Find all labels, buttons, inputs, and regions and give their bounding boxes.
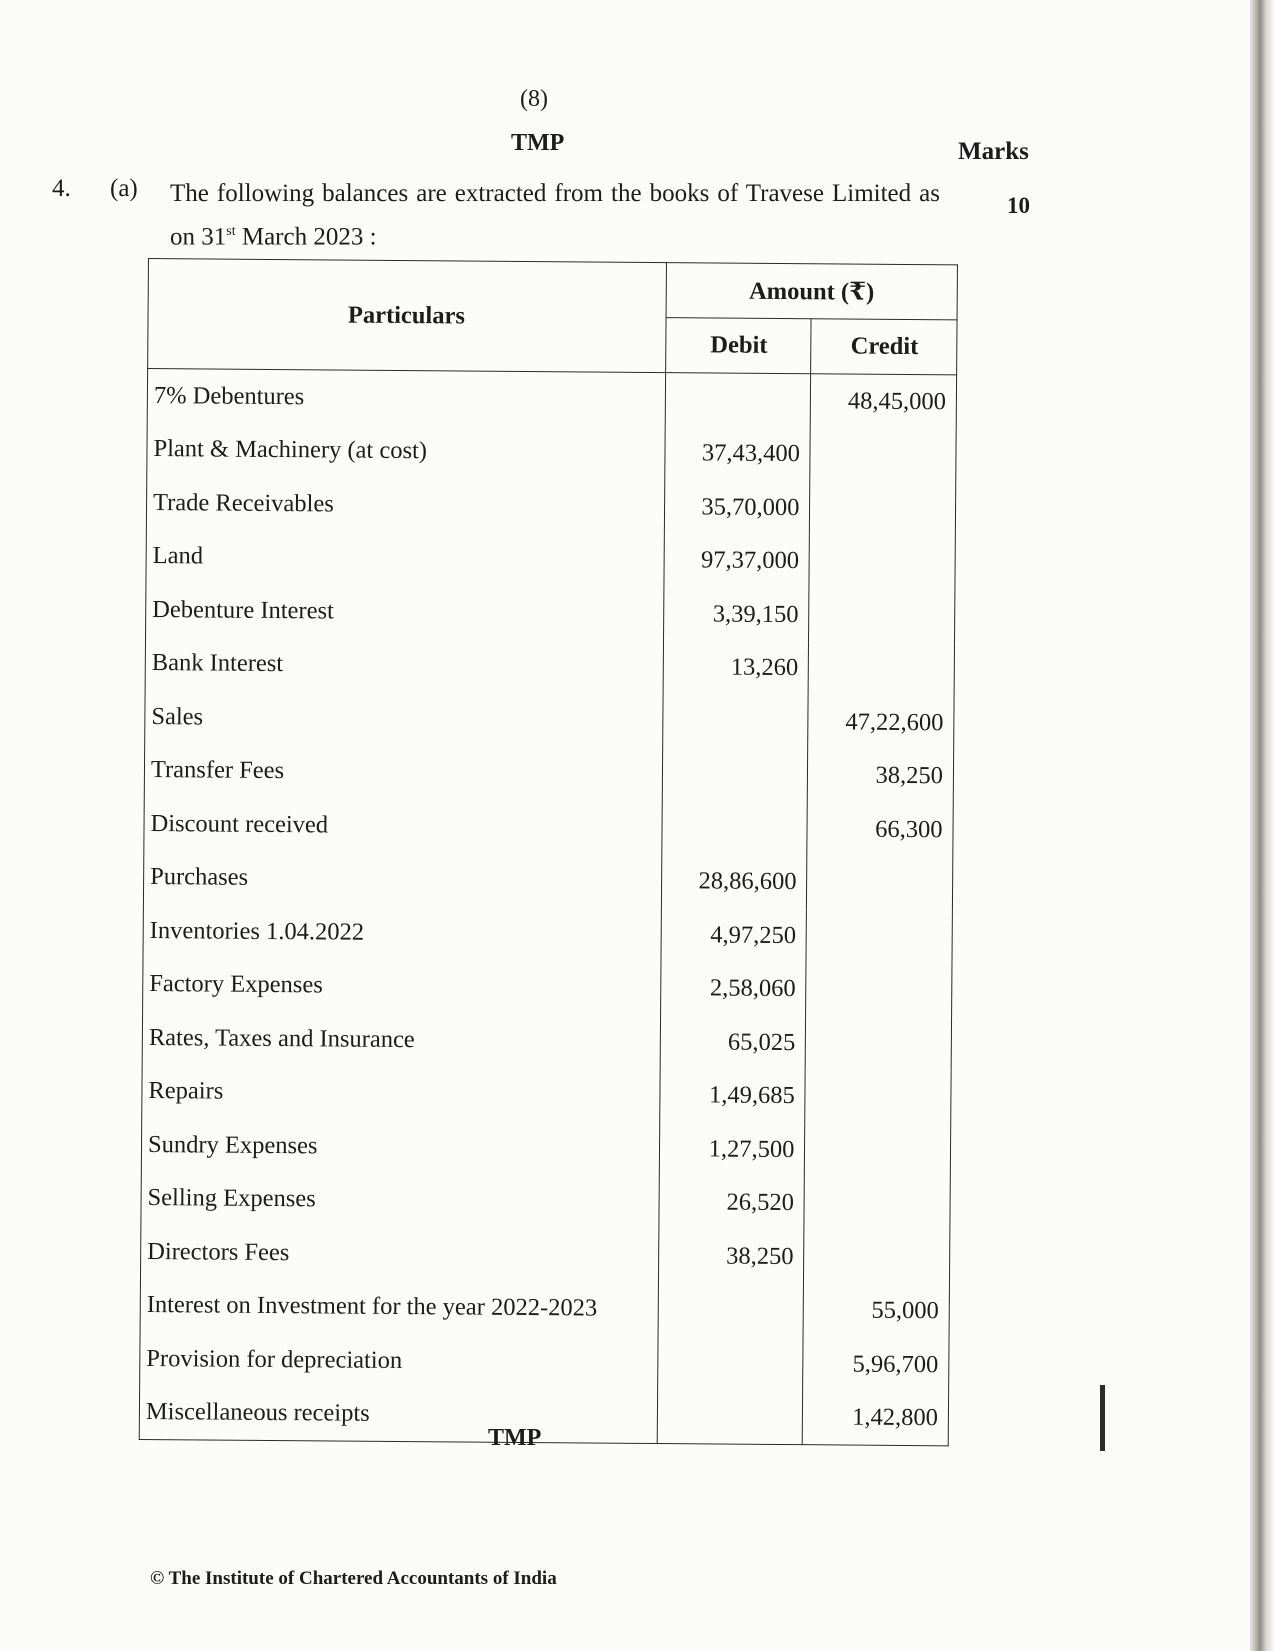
debit-cell: 3,39,150 (663, 587, 809, 642)
table-row (145, 690, 954, 750)
particular-cell: Debenture Interest (146, 583, 664, 641)
particular-cell: Interest on Investment for the year 2022-2023 (140, 1278, 658, 1336)
particular-cell: Inventories 1.04.2022 (143, 904, 661, 962)
credit-cell (807, 856, 953, 911)
table-row (142, 1011, 951, 1071)
page-edge-shadow (1250, 0, 1275, 1651)
header-credit: Credit (811, 319, 957, 375)
question-intro-text: The following balances are extracted from the books of Travese Limited as on 31 (170, 180, 940, 251)
table-row (144, 743, 953, 803)
particular-cell: Transfer Fees (144, 743, 662, 801)
debit-cell: 28,86,600 (661, 855, 807, 910)
particular-cell: 7% Debentures (147, 369, 665, 427)
table-row (147, 369, 956, 429)
credit-cell: 66,300 (807, 802, 953, 857)
margin-mark (1100, 1385, 1105, 1451)
table-row (143, 850, 952, 910)
table-row (144, 797, 953, 857)
debit-cell: 35,70,000 (664, 480, 810, 535)
particular-cell: Miscellaneous receipts (139, 1385, 657, 1443)
credit-cell (805, 1070, 951, 1125)
debit-cell (657, 1390, 803, 1445)
header-amount: Amount (₹) (666, 263, 958, 320)
ordinal-suffix: st (226, 224, 236, 239)
credit-cell (809, 535, 955, 590)
table-row (139, 1385, 948, 1445)
table-row (146, 476, 955, 536)
table-row (146, 583, 955, 643)
credit-cell (809, 588, 955, 643)
particular-cell: Plant & Machinery (at cost) (147, 422, 665, 480)
credit-cell (806, 909, 952, 964)
debit-cell: 2,58,060 (660, 962, 806, 1017)
debit-cell: 38,250 (658, 1229, 804, 1284)
debit-cell (658, 1283, 804, 1338)
particular-cell: Land (146, 529, 664, 587)
table-row (140, 1332, 949, 1392)
credit-cell (810, 428, 956, 483)
table-row (145, 636, 954, 696)
debit-cell: 1,49,685 (660, 1069, 806, 1124)
debit-cell (662, 801, 808, 856)
credit-cell (806, 963, 952, 1018)
table-row (140, 1225, 949, 1285)
table-row (140, 1278, 949, 1338)
table-row (143, 904, 952, 964)
particular-cell: Rates, Taxes and Insurance (142, 1011, 660, 1069)
debit-cell (665, 373, 811, 428)
question-number: 4. (52, 175, 71, 202)
credit-cell (806, 1016, 952, 1071)
header-particulars: Particulars (148, 259, 667, 373)
credit-cell (810, 481, 956, 536)
debit-cell: 26,520 (659, 1176, 805, 1231)
credit-cell: 1,42,800 (803, 1391, 949, 1446)
particular-cell: Directors Fees (140, 1225, 658, 1283)
table-row (143, 957, 952, 1017)
credit-cell (805, 1123, 951, 1178)
debit-cell: 4,97,250 (661, 908, 807, 963)
table-row (141, 1118, 950, 1178)
table-row (142, 1064, 951, 1124)
page-number: (8) (520, 86, 548, 112)
particular-cell: Bank Interest (145, 636, 663, 694)
credit-cell (804, 1230, 950, 1285)
table-row (147, 422, 956, 482)
particular-cell: Repairs (142, 1064, 660, 1122)
credit-cell: 38,250 (808, 749, 954, 804)
particular-cell: Factory Expenses (143, 957, 661, 1015)
footer-code: TMP (488, 1425, 542, 1451)
particular-cell: Selling Expenses (141, 1171, 659, 1229)
marks-value: 10 (1007, 193, 1030, 218)
debit-cell (662, 748, 808, 803)
debit-cell: 37,43,400 (665, 427, 811, 482)
question-intro-date: March 2023 : (235, 223, 377, 251)
particular-cell: Sales (145, 690, 663, 748)
credit-cell (808, 642, 954, 697)
particular-cell: Trade Receivables (146, 476, 664, 534)
debit-cell: 97,37,000 (664, 534, 810, 589)
question-part: (a) (110, 175, 138, 202)
credit-cell: 55,000 (803, 1284, 949, 1339)
copyright-footer: © The Institute of Chartered Accountants of India (150, 1568, 557, 1589)
credit-cell (804, 1177, 950, 1232)
particular-cell: Discount received (144, 797, 662, 855)
debit-cell: 1,27,500 (659, 1122, 805, 1177)
balances-table (139, 258, 958, 1446)
particular-cell: Purchases (143, 850, 661, 908)
debit-cell: 13,260 (663, 641, 809, 696)
particular-cell: Sundry Expenses (141, 1118, 659, 1176)
question-intro (170, 175, 940, 256)
table-row (141, 1171, 950, 1231)
marks-heading: Marks (958, 138, 1029, 165)
credit-cell: 5,96,700 (803, 1337, 949, 1392)
header-code: TMP (511, 130, 565, 156)
credit-cell: 47,22,600 (808, 695, 954, 750)
particular-cell: Provision for depreciation (140, 1332, 658, 1390)
credit-cell: 48,45,000 (811, 374, 957, 429)
table-row (146, 529, 955, 589)
debit-cell: 65,025 (660, 1015, 806, 1070)
balances-table-body (139, 369, 956, 1446)
header-debit: Debit (665, 318, 811, 374)
debit-cell (662, 694, 808, 749)
debit-cell (657, 1336, 803, 1391)
